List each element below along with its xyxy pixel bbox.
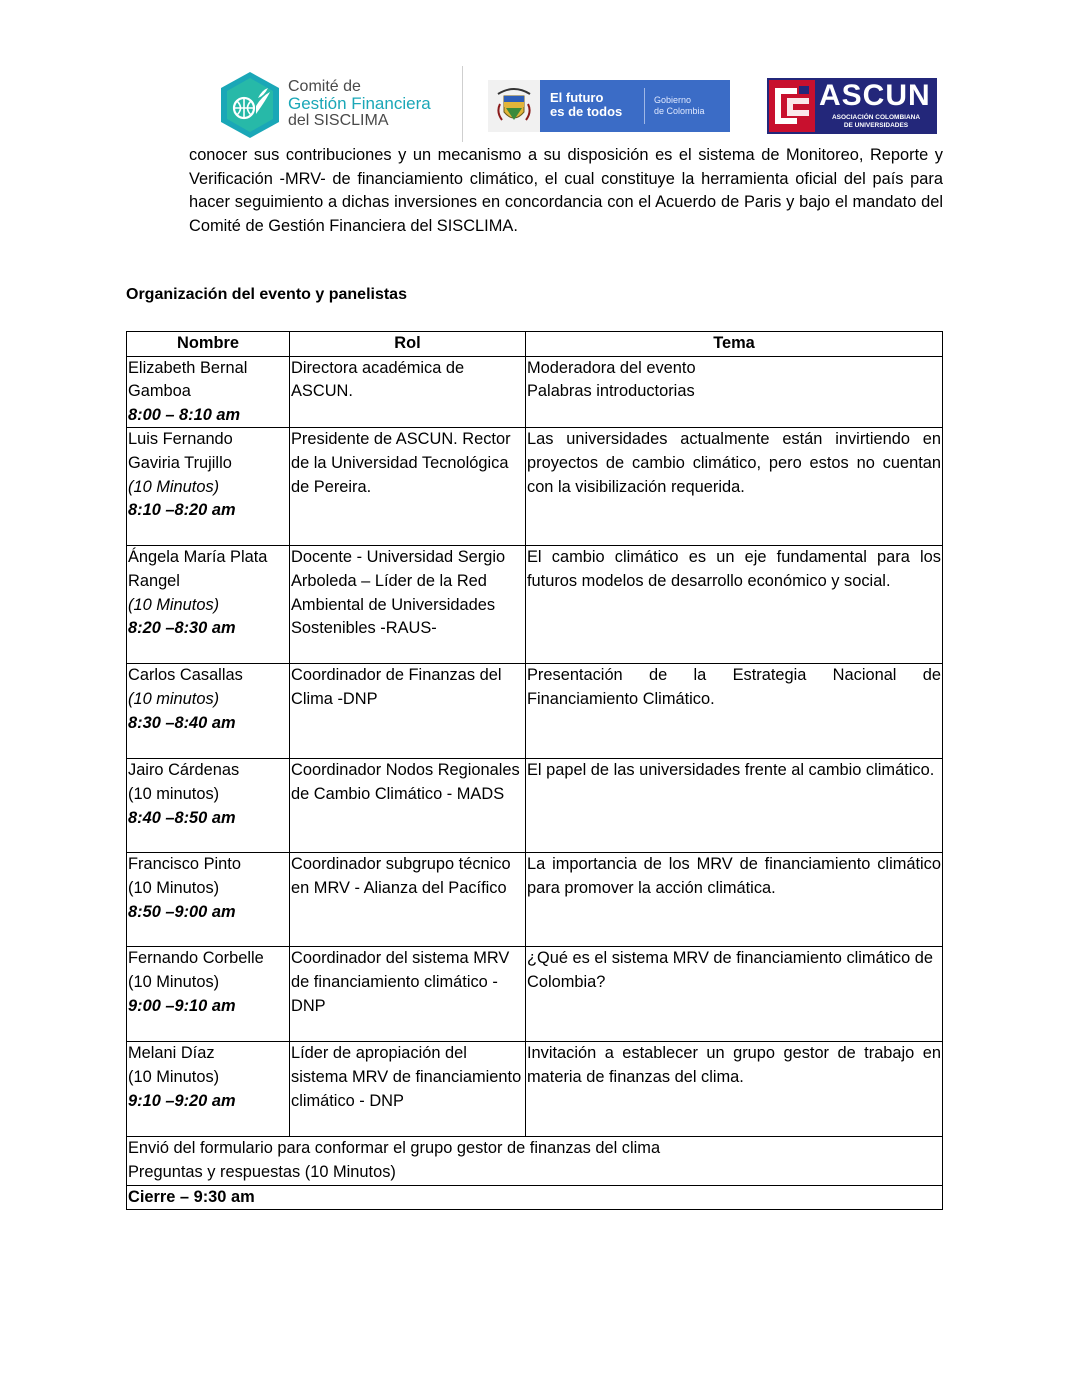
cell-rol: Coordinador Nodos Regionales de Cambio Climático - MADS [290,759,526,853]
comite-logo-line3: del SISCLIMA [288,112,389,129]
cell-rol: Coordinador de Finanzas del Clima -DNP [290,664,526,759]
cell-nombre [127,428,290,546]
table-row [127,853,943,947]
table-row [127,759,943,853]
ascun-emblem-icon [769,80,815,132]
gobierno-slogan-line1: El futuro [550,90,604,105]
table-row [127,546,943,664]
gobierno-name-line1: Gobierno [654,95,692,105]
ascun-logo [767,78,937,134]
speaker-time: 9:00 –9:10 am [128,996,236,1015]
ascun-logo-subtitle-line2: DE UNIVERSIDADES [843,122,909,129]
header-divider [462,66,463,142]
speaker-name: Jairo Cárdenas [128,761,240,780]
cell-rol: Coordinador del sistema MRV de financiamiento climático - DNP [290,947,526,1042]
cell-tema: El cambio climático es un eje fundamental para los futuros modelos de desarrollo económico y social. [526,546,943,664]
column-header-nombre: Nombre [127,332,290,357]
speaker-name: Elizabeth Bernal Gamboa [128,358,248,401]
speaker-name: Luis Fernando Gaviria Trujillo [128,430,233,472]
topic-line2: Palabras introductorias [527,382,695,401]
table-header-row [127,332,943,357]
cell-rol: Líder de apropiación del sistema MRV de financiamiento climático - DNP [290,1042,526,1137]
gobierno-logo-separator [644,88,645,124]
speaker-time: 8:50 –9:00 am [128,902,236,921]
column-header-tema: Tema [526,332,943,357]
cell-nombre [127,947,290,1042]
speaker-duration: (10 minutos) [128,784,220,803]
speaker-name: Melani Díaz [128,1044,215,1063]
comite-logo-line1: Comité de [288,78,361,95]
comite-logo-line2: Gestión Financiera [288,94,431,113]
ascun-logo-subtitle-line1: ASOCIACIÓN COLOMBIANA [831,114,921,121]
speaker-duration: (10 Minutos) [128,878,220,897]
section-title: Organización del evento y panelistas [126,286,407,303]
cell-tema: La importancia de los MRV de financiamiento climático para promover la acción climática. [526,853,943,947]
speaker-name: Carlos Casallas [128,666,243,685]
table-closing-row [127,1185,943,1210]
cell-nombre [127,546,290,664]
cell-nombre [127,1042,290,1137]
cell-tema: El papel de las universidades frente al cambio climático. [526,759,943,853]
intro-paragraph: conocer sus contribuciones y un mecanismo a su disposición es el sistema de Monitoreo, Reporte y Verificación -MRV- de financiamiento climático, el cual constituye la herramienta oficial del país para hacer seguimiento a dichas inversiones en concordancia con el Acuerdo de Paris y bajo el mandato del Comité de Gestión Financiera del SISCLIMA. [189,146,943,235]
speaker-time: 9:10 –9:20 am [128,1091,236,1110]
cell-rol: Directora académica de ASCUN. [290,356,526,428]
cell-tema: Presentación de la Estrategia Nacional de Financiamiento Climático. [526,664,943,759]
cell-tema: Las universidades actualmente están invirtiendo en proyectos de cambio climático, pero estos no cuentan con la visibilización requerida. [526,428,943,546]
cell-rol: Docente - Universidad Sergio Arboleda – Líder de la Red Ambiental de Universidades Sostenibles -RAUS- [290,546,526,664]
cell-nombre [127,759,290,853]
table-row [127,1042,943,1137]
cell-tema: ¿Qué es el sistema MRV de financiamiento climático de Colombia? [526,947,943,1042]
cell-tema: Invitación a establecer un grupo gestor de trabajo en materia de finanzas del clima. [526,1042,943,1137]
speaker-time: 8:10 –8:20 am [128,501,236,520]
cell-nombre [127,853,290,947]
gobierno-logo [488,80,730,132]
speaker-name: Fernando Corbelle [128,949,264,968]
gobierno-slogan-line2: es de todos [550,104,623,119]
colombia-shield-icon [488,80,540,132]
speaker-duration: (10 Minutos) [128,595,220,614]
table-row [127,356,943,428]
speaker-time: 8:00 – 8:10 am [128,405,241,424]
speaker-time: 8:20 –8:30 am [128,619,236,638]
ascun-logo-name: ASCUN [819,79,931,112]
speaker-time: 8:40 –8:50 am [128,808,236,827]
cell-rol: Coordinador subgrupo técnico en MRV - Alianza del Pacífico [290,853,526,947]
topic-line1: Moderadora del evento [527,358,696,377]
footer-line1: Envió del formulario para conformar el grupo gestor de finanzas del clima [128,1139,661,1158]
column-header-rol: Rol [290,332,526,357]
table-row [127,664,943,759]
table-row [127,428,943,546]
table-footer-row [127,1137,943,1185]
speaker-duration: (10 minutos) [128,689,220,708]
speaker-time: 8:30 –8:40 am [128,713,236,732]
speaker-name: Francisco Pinto [128,855,241,874]
header-logos [0,66,1068,146]
speaker-duration: (10 Minutos) [128,477,220,496]
table-row [127,947,943,1042]
footer-line2: Preguntas y respuestas (10 Minutos) [128,1162,396,1181]
gobierno-name-line2: de Colombia [654,106,705,116]
agenda-table [126,331,943,1210]
globe-leaf-icon [218,70,282,140]
cell-nombre [127,664,290,759]
comite-logo [218,70,454,140]
cell-nombre [127,356,290,428]
cell-tema [526,356,943,428]
speaker-duration: (10 Minutos) [128,972,220,991]
speaker-duration: (10 Minutos) [128,1067,220,1086]
footer-cell [127,1137,943,1185]
closing-cell: Cierre – 9:30 am [127,1185,943,1210]
speaker-name: Ángela María Plata Rangel [128,548,268,590]
cell-rol: Presidente de ASCUN. Rector de la Universidad Tecnológica de Pereira. [290,428,526,546]
